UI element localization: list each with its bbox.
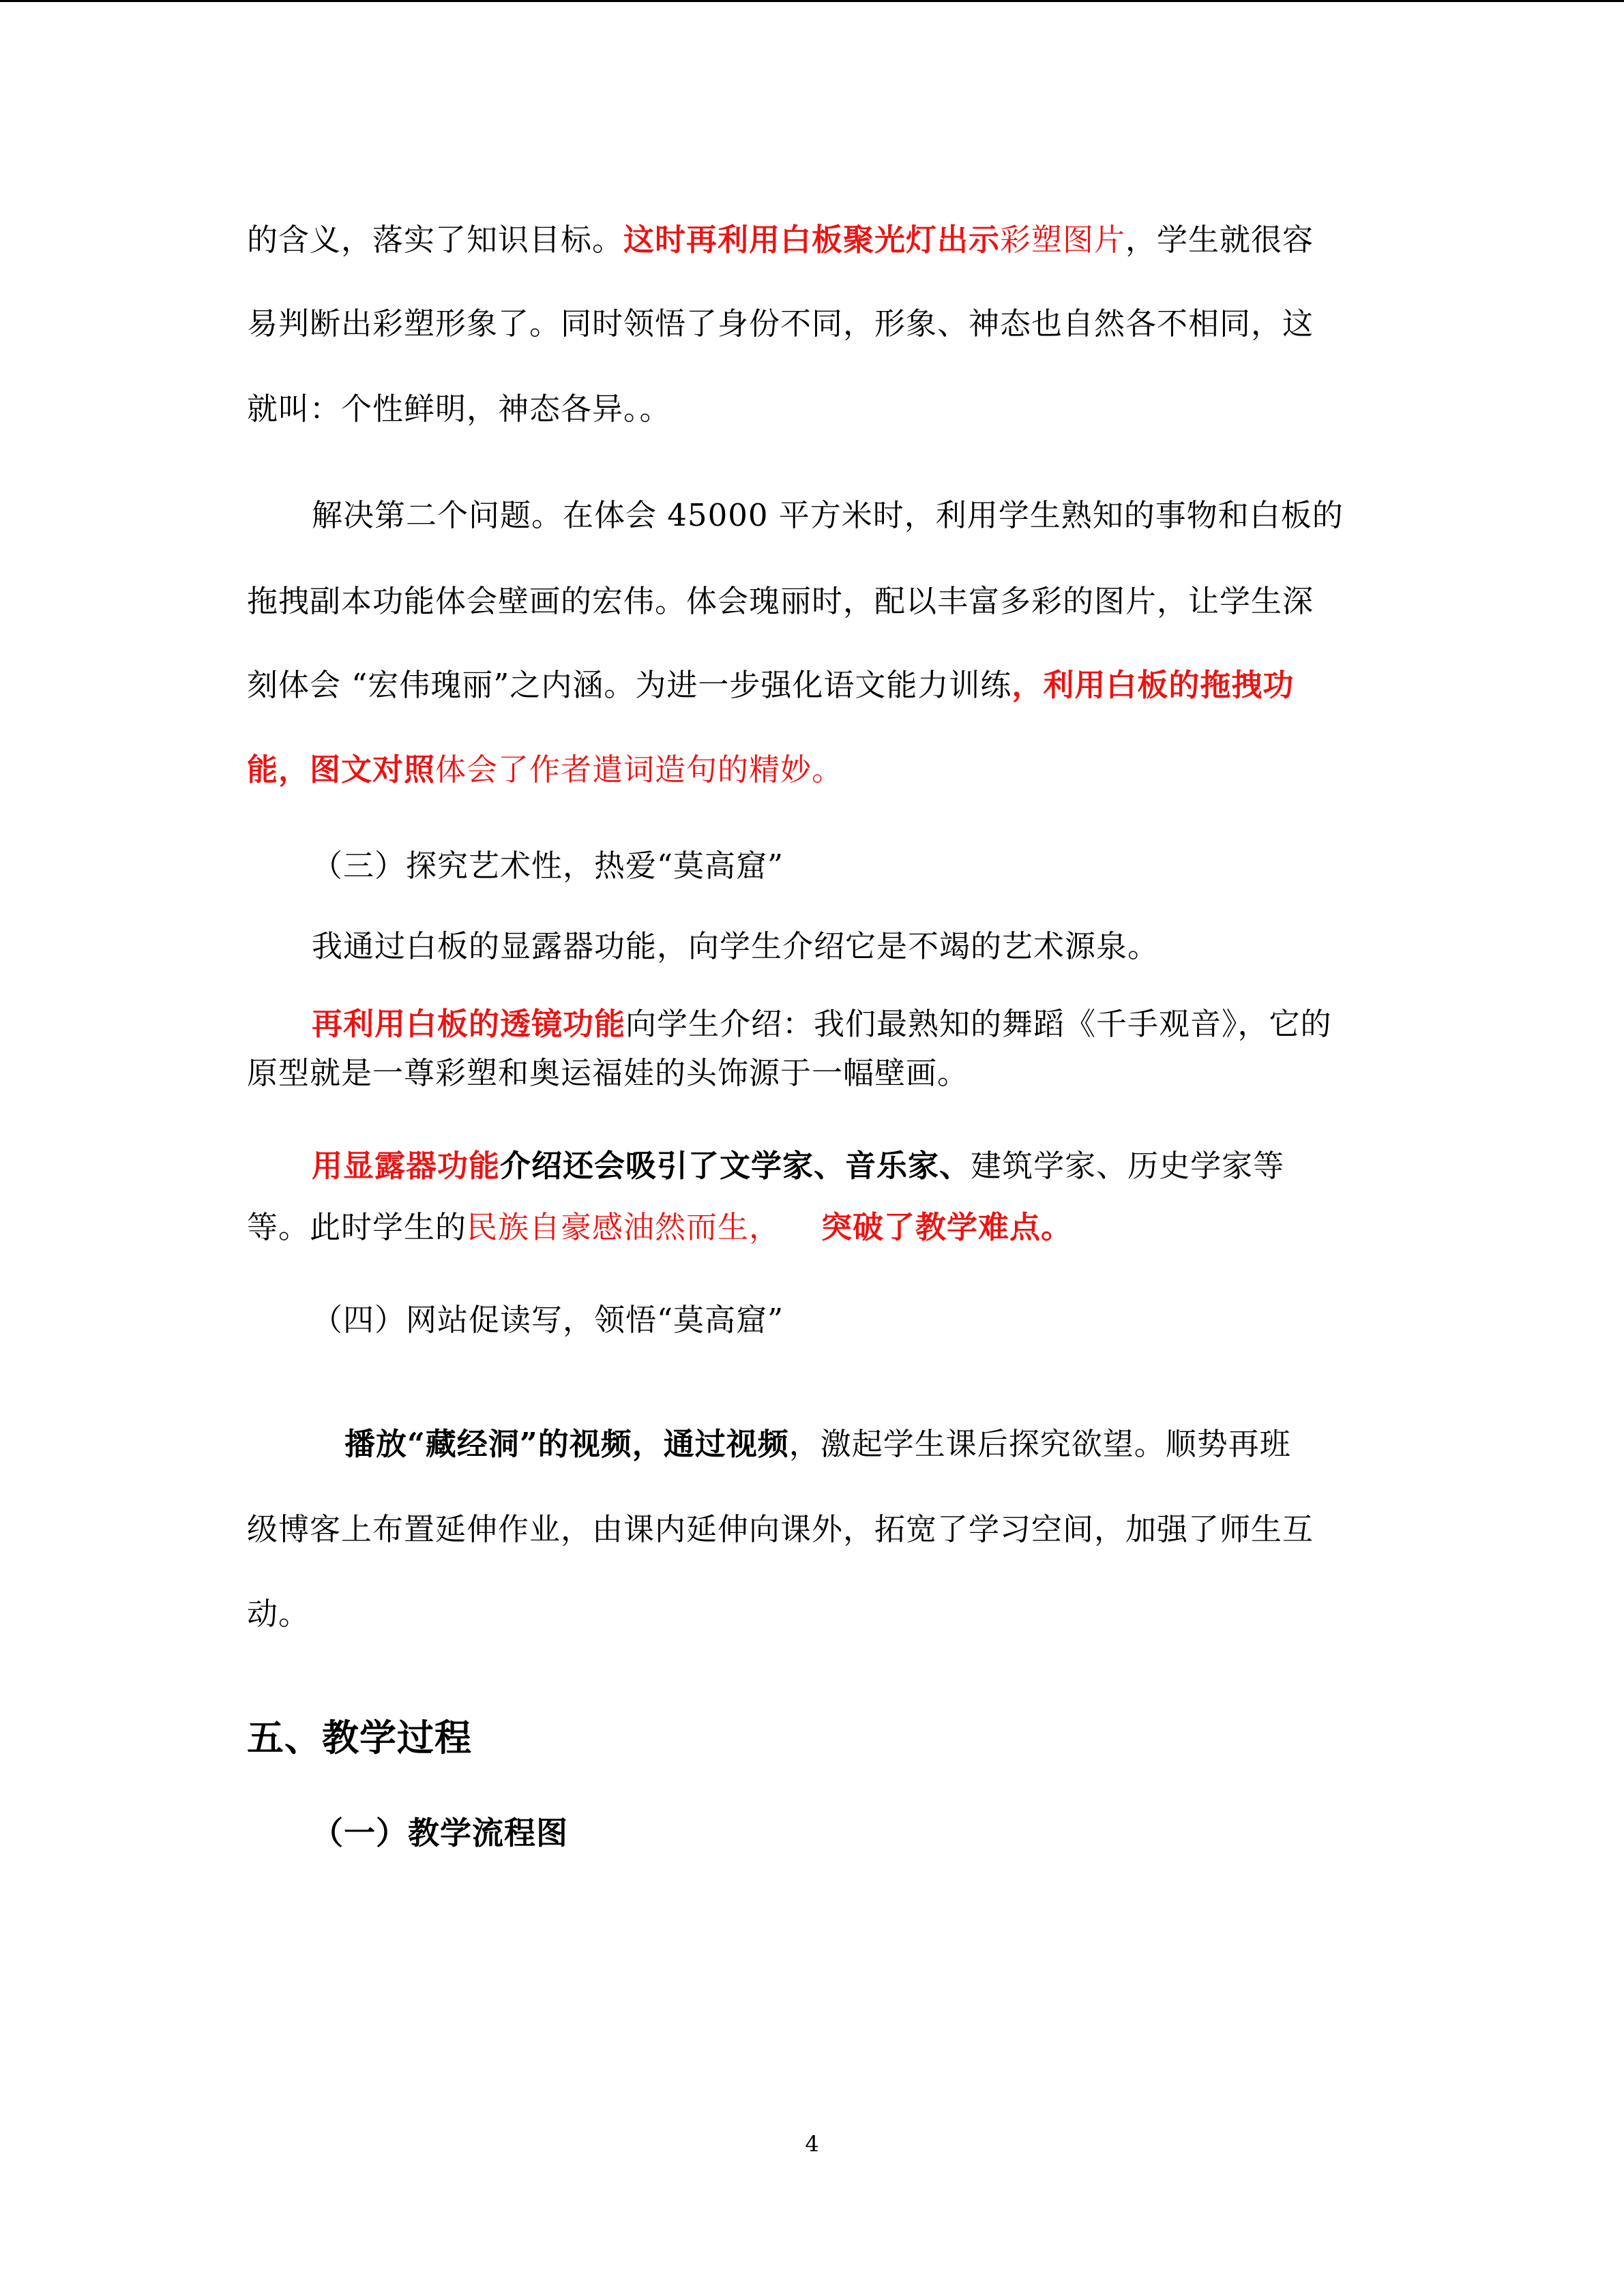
text-run: ，激起学生课后探究欲望。顺势再班 bbox=[788, 1426, 1291, 1462]
bold-text: 、 bbox=[939, 1148, 971, 1184]
paragraph-line: 级博客上布置延伸作业，由课内延伸向课外，拓宽了学习空间，加强了师生互 bbox=[247, 1511, 1314, 1547]
highlight-bold-text: 再利用白板的透镜功能 bbox=[312, 1006, 626, 1042]
text-run: 刻体会 “宏伟瑰丽”之内涵。为进一步强化语文能力训练 bbox=[247, 667, 1012, 703]
chapter-heading: 五、教学过程 bbox=[247, 1716, 472, 1759]
text-run: 等。此时学生的 bbox=[247, 1209, 467, 1245]
highlight-bold-text: 用显露器功能 bbox=[312, 1148, 501, 1184]
text-run: 的含义，落实了知识目标。 bbox=[247, 222, 624, 258]
highlight-text: 民族自豪感油然而生， bbox=[467, 1209, 781, 1245]
bold-text: 介绍还会吸引了文学家 bbox=[500, 1148, 814, 1184]
paragraph-line: 原型就是一尊彩塑和奥运福娃的头饰源于一幅壁画。 bbox=[247, 1055, 969, 1091]
highlight-bold-text: 突破了教学难点。 bbox=[821, 1209, 1073, 1245]
page-number: 4 bbox=[805, 2131, 819, 2157]
paragraph-line bbox=[247, 1207, 1072, 1248]
highlight-text: 体会了作者遣词造句的精妙。 bbox=[435, 751, 844, 788]
paragraph-line bbox=[344, 1424, 1291, 1465]
paragraph-line: 我通过白板的显露器功能，向学生介绍它是不竭的艺术源泉。 bbox=[312, 928, 1160, 964]
subsection-heading: （一）教学流程图 bbox=[312, 1815, 568, 1851]
paragraph-line bbox=[247, 665, 1294, 706]
section-heading: （三）探究艺术性，热爱“莫高窟” bbox=[312, 848, 784, 884]
paragraph-line: 易判断出彩塑形象了。同时领悟了身份不同，形象、神态也自然各不相同，这 bbox=[247, 305, 1314, 342]
highlight-bold-text: ，利用白板的拖拽功 bbox=[1012, 667, 1295, 703]
text-run: ，学生就很容 bbox=[1125, 222, 1314, 258]
paragraph-line bbox=[247, 749, 843, 790]
paragraph-line: 解决第二个问题。在体会 45000 平方米时，利用学生熟知的事物和白板的 bbox=[312, 497, 1344, 533]
section-heading: （四）网站促读写，领悟“莫高窟” bbox=[312, 1302, 784, 1338]
paragraph-line bbox=[312, 1146, 1284, 1187]
paragraph-line bbox=[312, 1004, 1332, 1045]
highlight-text: 彩塑图片 bbox=[1000, 222, 1126, 258]
highlight-bold-text: 能，图文对照 bbox=[247, 751, 436, 788]
paragraph-line: 拖拽副本功能体会壁画的宏伟。体会瑰丽时，配以丰富多彩的图片，让学生深 bbox=[247, 583, 1314, 619]
text-run: 建筑学家、历史学家等 bbox=[971, 1148, 1285, 1184]
bold-text: 播放“藏经洞”的视频，通过视频 bbox=[344, 1426, 789, 1462]
text-run: 向学生介绍：我们最熟知的舞蹈《千手观音》，它的 bbox=[625, 1006, 1332, 1042]
bold-text: 音乐家 bbox=[845, 1148, 940, 1184]
top-border-line bbox=[0, 0, 1624, 2]
paragraph-line bbox=[247, 220, 1314, 260]
paragraph-line: 动。 bbox=[247, 1596, 310, 1632]
bold-text: 、 bbox=[814, 1148, 846, 1184]
paragraph-line: 就叫：个性鲜明，神态各异。。 bbox=[247, 391, 671, 427]
highlight-bold-text: 这时再利用白板聚光灯出示 bbox=[623, 222, 1001, 258]
